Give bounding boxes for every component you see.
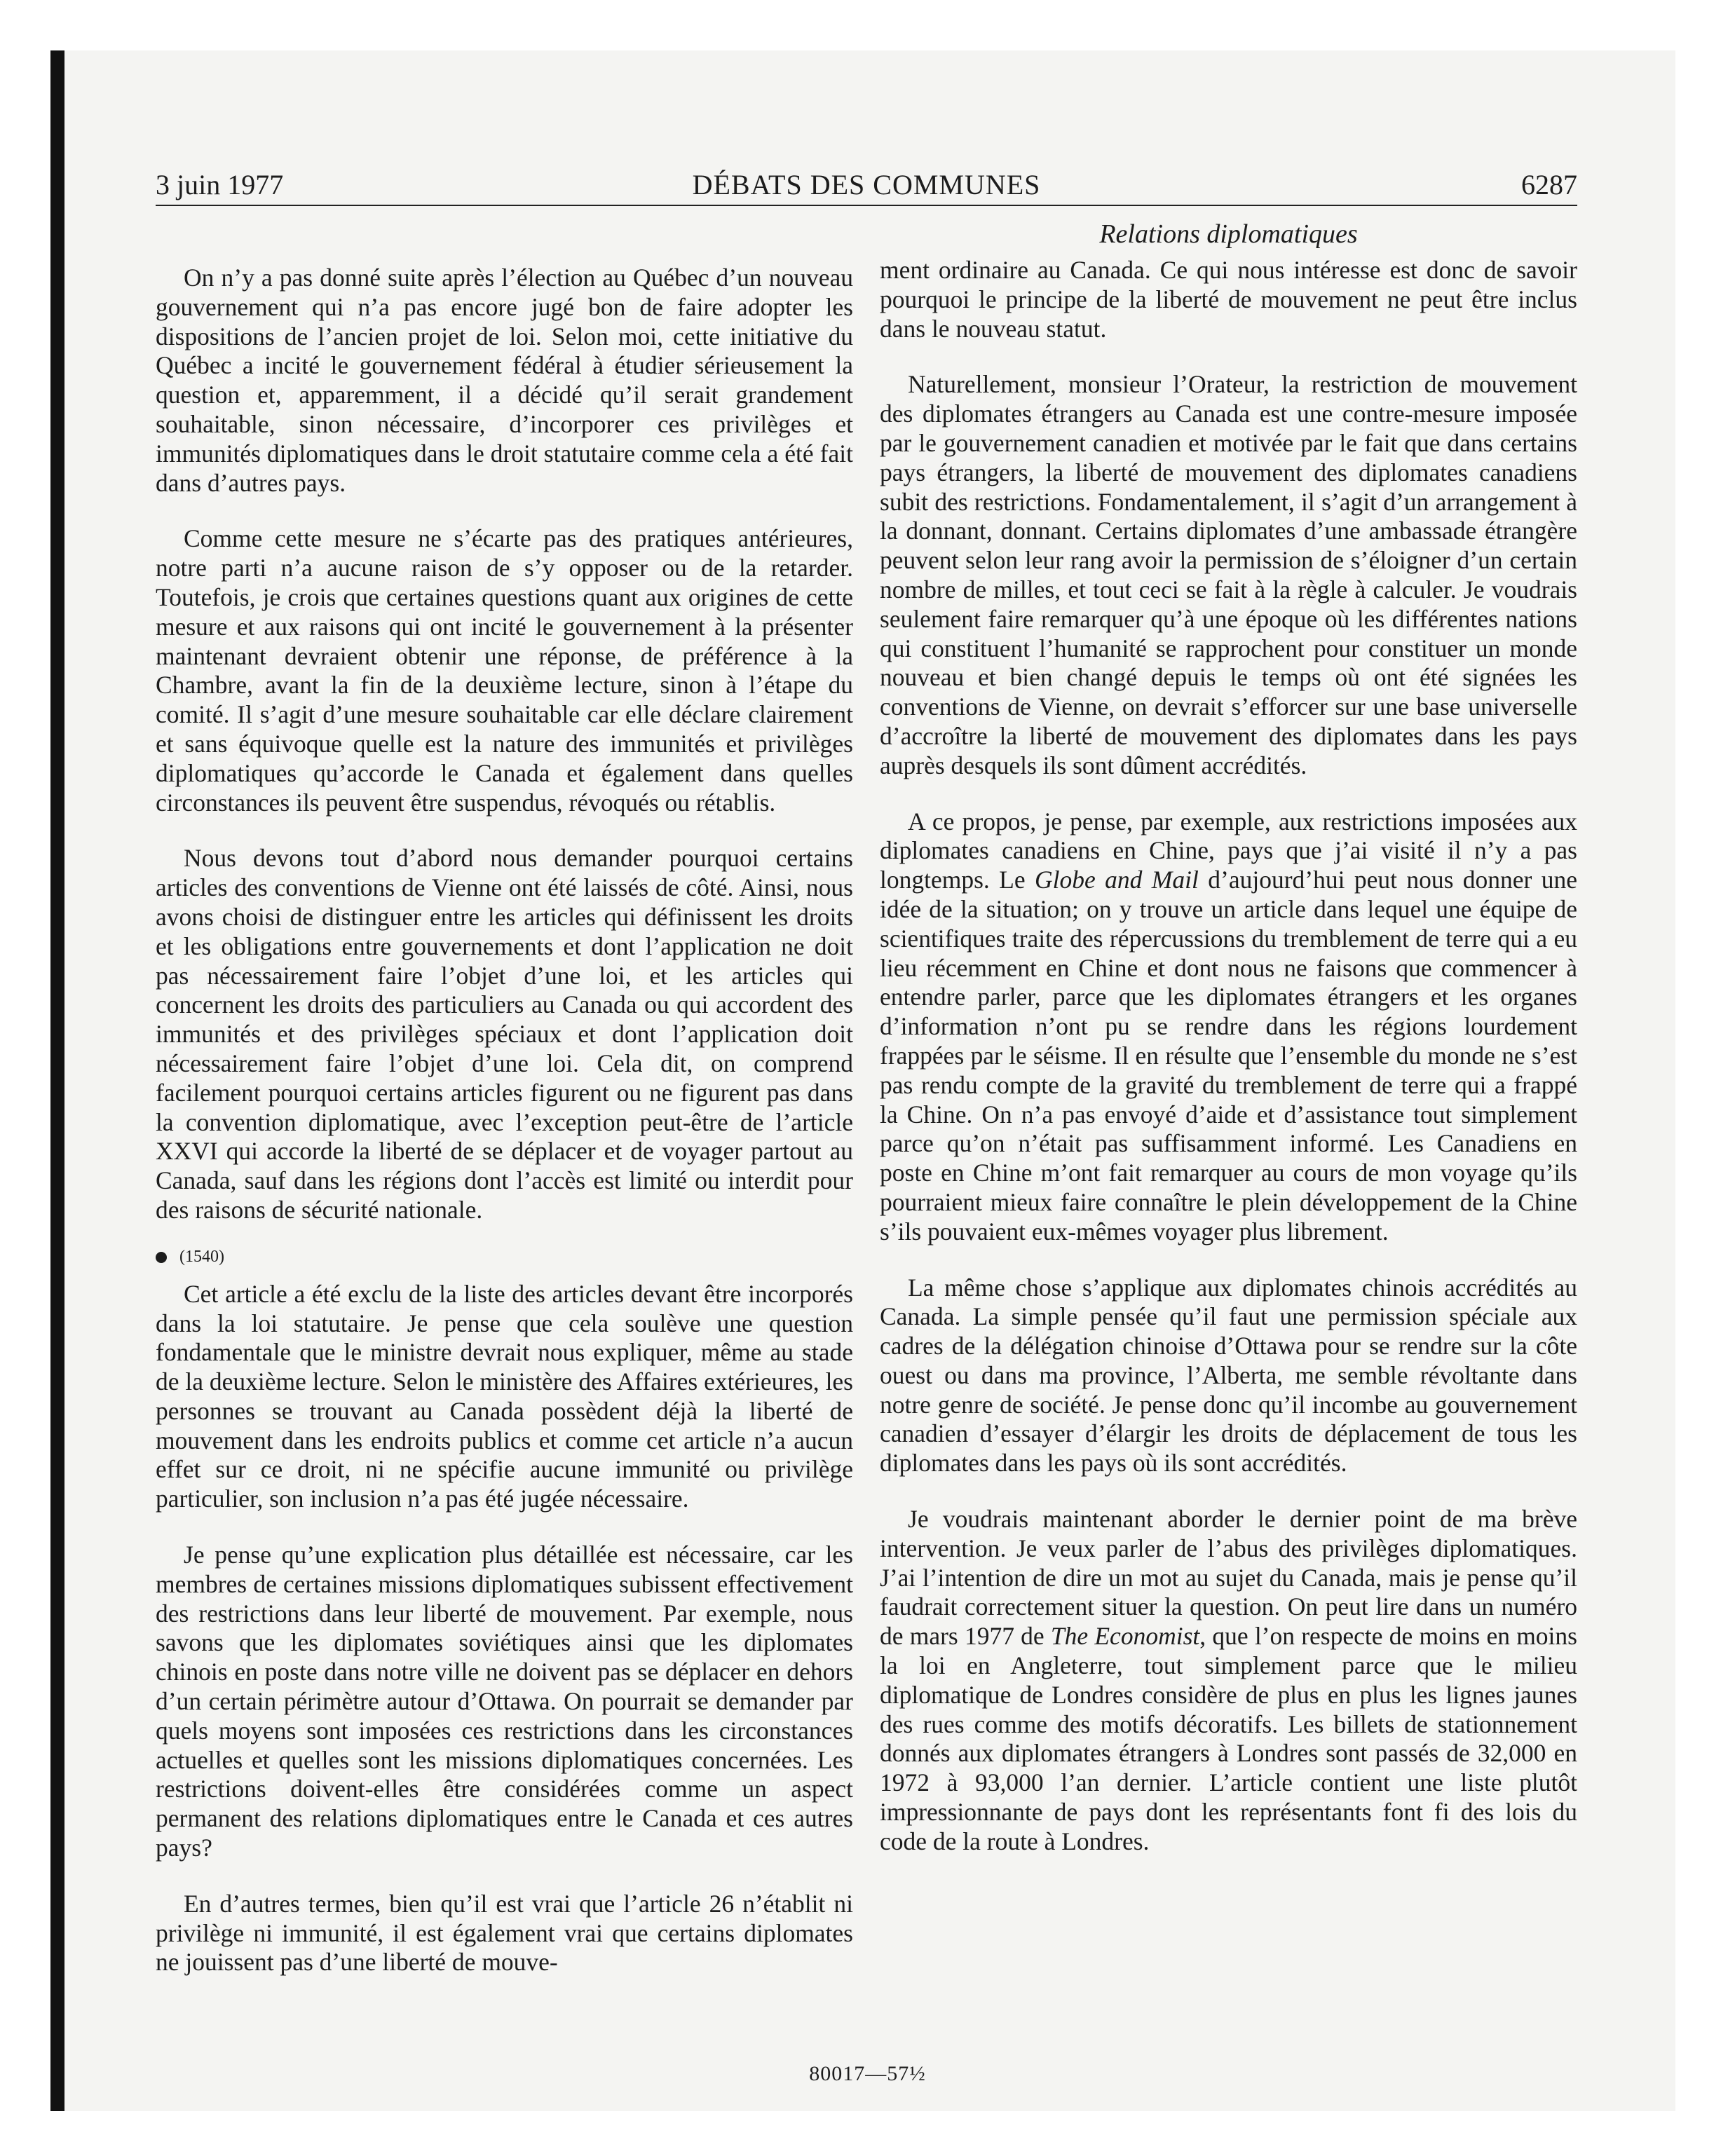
text-run: , que l’on respecte de moins en moins la loi en Angleterre, tout simplement parce que le milieu diplomatique de Londres considère de plus en plus les lignes jaunes des rues comme des motifs décoratifs. Les billets de stationnement donnés aux diplomates étrangers à Londres sont passés de 32,000 en 1972 à 93,000 l’an dernier. L’article contient une liste plutôt impressionnante de pays dont les représentants font fi des lois du code de la route à Londres. xyxy=(880,1622,1577,1855)
text-run: Je voudrais maintenant aborder le dernier point de ma brève intervention. Je veux parler de l’abus des privilèges diplomatiques. J’ai l’intention de dire un mot au sujet du Canada, mais je pense qu’il faudrait correctement situer la question. On peut lire dans un numéro de mars 1977 de xyxy=(880,1505,1577,1651)
bullet-icon xyxy=(156,1252,167,1263)
paragraph xyxy=(880,807,1577,1247)
paragraph: Naturellement, monsieur l’Orateur, la restriction de mouvement des diplomates étrangers au Canada est une contre-mesure imposée par le gouvernement canadien et motivée par le fait que dans certains pays étrangers, la liberté de mouvement des diplomates canadiens subit des restrictions. Fondamentalement, il s’agit d’un arrangement à la donnant, donnant. Certains diplomates d’une ambassade étrangère peuvent selon leur rang avoir la permission de s’éloigner d’un certain nombre de milles, et tout ceci se fait à la règle à calculer. Je voudrais seulement faire remarquer qu’à une époque où les différentes nations qui constituent l’humanité se rapprochent pour constituer un monde nouveau et bien changé depuis le temps où ont été signées les conventions de Vienne, on devrait s’efforcer sur une base universelle d’accroître la liberté de mouvement des diplomates dans les pays auprès desquels ils sont dûment accrédités. xyxy=(880,370,1577,779)
publication-title: The Economist xyxy=(1050,1622,1200,1651)
paragraph: Je pense qu’une explication plus détaillée est nécessaire, car les membres de certaines missions diplomatiques subissent effectivement des restrictions dans leur liberté de mouvement. Par exemple, nous savons que les diplomates soviétiques ainsi que les diplomates chinois en poste dans notre ville ne doivent pas se déplacer en dehors d’un certain périmètre autour d’Ottawa. On pourrait se demander par quels moyens sont imposées ces restrictions dans les circonstances actuelles et quelles sont les missions diplomatiques concernées. Les restrictions doivent-elles être considérées comme un aspect permanent des relations diplomatiques entre le Canada et ces autres pays? xyxy=(156,1541,853,1862)
paragraph: Cet article a été exclu de la liste des articles devant être incorporés dans la loi statutaire. Je pense que cela soulève une question fondamentale que le ministre devrait nous expliquer, même au stade de la deuxième lecture. Selon le ministère des Affaires extérieures, les personnes se trouvant au Canada possèdent déjà la liberté de mouvement dans les endroits publics et comme cet article n’a aucun effet sur ce droit, ni ne spécifie aucune immunité ou privilège particulier, son inclusion n’a pas été jugée nécessaire. xyxy=(156,1279,853,1513)
page-header xyxy=(156,161,1577,206)
right-column xyxy=(880,256,1577,1883)
text-run: d’aujourd’hui peut nous donner une idée de la situation; on y trouve un article dans lequel une équipe de scientifiques traite des répercussions du tremblement de terre qui a eu lieu récemment en Chine et dont nous ne faisons que commencer à entendre parler, parce que les diplomates étrangers et les organes d’information n’ont pu se rendre dans les régions lourdement frappées par le séisme. Il en résulte que l’ensemble du monde ne s’est pas rendu compte de la gravité du tremblement de terre qui a frappé la Chine. On n’a pas envoyé d’aide et d’assistance tout simplement parce qu’on n’était pas suffisamment informé. Les Canadiens en poste en Chine m’ont fait remarquer au cours de mon voyage qu’ils pourraient mieux faire connaître le plein développement de la Chine s’ils pouvaient eux-mêmes voyager plus librement. xyxy=(880,866,1578,1246)
time-marker-label: (1540) xyxy=(179,1247,224,1266)
text-run: A ce propos, je pense, par exemple, aux restrictions imposées aux diplomates canadiens en Chine, pays que j’ai visité il n’y a pas longtemps. Le xyxy=(880,807,1577,894)
page-footer: 80017—57½ xyxy=(809,2062,926,2085)
publication-title: Globe and Mail xyxy=(1035,866,1199,894)
header-title: DÉBATS DES COMMUNES xyxy=(692,169,1041,200)
time-marker xyxy=(156,1246,853,1267)
paragraph: La même chose s’applique aux diplomates chinois accrédités au Canada. La simple pensée qu’il faut une permission spéciale aux cadres de la délégation chinoise d’Ottawa pour se rendre sur la côte ouest ou dans ma province, l’Alberta, me semble révoltante dans notre genre de société. Je pense donc qu’il incombe au gouvernement canadien d’essayer d’élargir les droits de déplacement de tous les diplomates dans les pays où ils sont accrédités. xyxy=(880,1273,1577,1478)
header-date: 3 juin 1977 xyxy=(156,169,284,200)
subject-heading: Relations diplomatiques xyxy=(1099,219,1358,249)
paragraph: Comme cette mesure ne s’écarte pas des pratiques antérieures, notre parti n’a aucune raison de s’y opposer ou de la retarder. Toutefois, je crois que certaines questions quant aux origines de cette mesure et aux raisons qui ont incité le gouvernement à la présenter maintenant devraient obtenir une réponse, de préférence à la Chambre, avant la fin de la deuxième lecture, sinon à l’étape du comité. Il s’agit d’une mesure souhaitable car elle déclare clairement et sans équivoque quelle est la nature des immunités et privilèges diplomatiques qu’accorde le Canada et également dans quelles circonstances ils peuvent être suspendus, révoqués ou rétablis. xyxy=(156,524,853,817)
left-column xyxy=(156,264,853,2004)
header-page-number: 6287 xyxy=(1521,169,1577,200)
paragraph: ment ordinaire au Canada. Ce qui nous intéresse est donc de savoir pourquoi le principe de la liberté de mouvement ne peut être inclus dans le nouveau statut. xyxy=(880,256,1577,343)
paragraph: On n’y a pas donné suite après l’élection au Québec d’un nouveau gouvernement qui n’a pas encore jugé bon de faire adopter les dispositions de l’ancien projet de loi. Selon moi, cette initiative du Québec a incité le gouvernement fédéral à étudier sérieusement la question et, apparemment, il a décidé qu’il serait grandement souhaitable, sinon nécessaire, d’incorporer ces privilèges et immunités diplomatiques dans le droit statutaire comme cela a été fait dans d’autres pays. xyxy=(156,264,853,497)
paragraph: Nous devons tout d’abord nous demander pourquoi certains articles des conventions de Vienne ont été laissés de côté. Ainsi, nous avons choisi de distinguer entre les articles qui définissent les droits et les obligations entre gouvernements et dont l’application ne doit pas nécessairement faire l’objet d’une loi, et les articles qui concernent les droits des particuliers au Canada ou qui accordent des immunités et des privilèges spéciaux et dont l’application doit nécessairement faire l’objet d’une loi. Cela dit, on comprend facilement pourquoi certains articles figurent ou ne figurent pas dans la convention diplomatique, avec l’exception peut-être de l’article XXVI qui accorde la liberté de se déplacer et de voyager partout au Canada, sauf dans les régions dont l’accès est limité ou interdit pour des raisons de sécurité nationale. xyxy=(156,844,853,1224)
paragraph: En d’autres termes, bien qu’il est vrai que l’article 26 n’établit ni privilège ni immunité, il est également vrai que certains diplomates ne jouissent pas d’une liberté de mouve- xyxy=(156,1889,853,1977)
paragraph xyxy=(880,1505,1577,1857)
scan-edge-bar xyxy=(50,50,64,2111)
